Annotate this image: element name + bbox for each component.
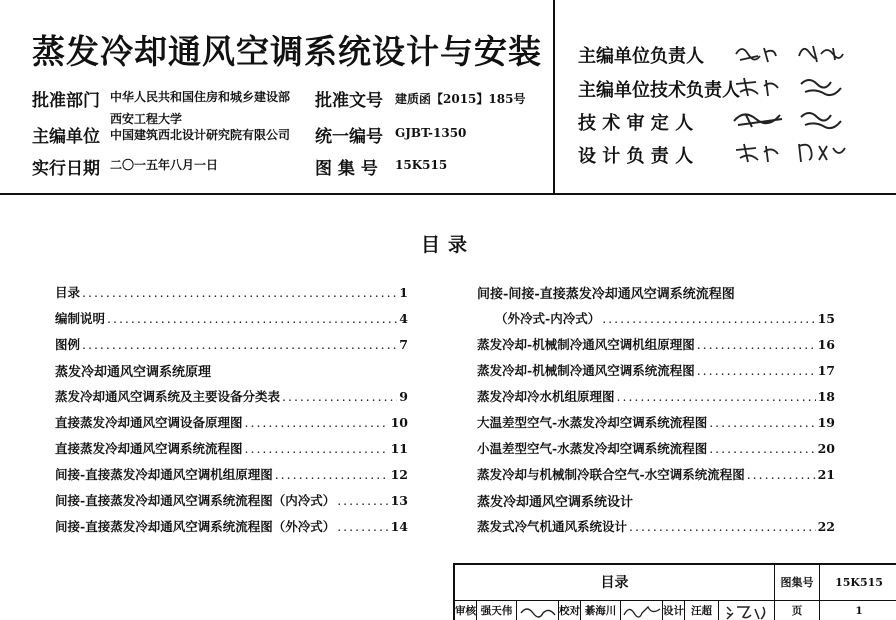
toc-entry — [55, 309, 408, 335]
review-name: 强天伟 — [477, 601, 517, 620]
page-value: 1 — [855, 605, 863, 617]
toc-entry — [477, 335, 835, 361]
handwritten-signature — [517, 601, 559, 620]
toc-entry — [55, 465, 408, 491]
toc-dot-leader — [629, 519, 816, 534]
toc-entry-title: 图例 — [55, 337, 81, 352]
header-divider — [553, 0, 555, 195]
check-signature — [621, 601, 663, 620]
toc-entry — [55, 283, 408, 309]
handwritten-signature — [793, 72, 853, 100]
design-label: 设计 — [663, 601, 685, 620]
toc-entry-title: 蒸发冷却与机械制冷联合空气-水空调系统流程图 — [477, 467, 745, 482]
signature-role: 设 计 负 责 人 — [578, 146, 694, 167]
toc-entry-page: 12 — [390, 467, 408, 482]
atlas-title: 蒸发冷却通风空调系统设计与安装 — [32, 32, 542, 71]
toc-entry-page: 15 — [817, 311, 835, 326]
toc-entry-title: 蒸发冷却-机械制冷通风空调机组原理图 — [477, 337, 695, 352]
toc-entry-title: 间接-间接-直接蒸发冷却通风空调系统流程图 — [477, 287, 735, 302]
toc-dot-leader — [709, 441, 815, 456]
toc-section-heading — [477, 491, 835, 517]
toc-entry-page: 20 — [817, 441, 835, 456]
toc-dot-leader — [747, 467, 816, 482]
toc-entry-title: 编制说明 — [55, 311, 106, 326]
toc-entry-page: 10 — [390, 415, 408, 430]
toc-entry-page: 7 — [399, 337, 408, 352]
toc-entry — [55, 491, 408, 517]
handwritten-signature — [730, 72, 790, 100]
signature-role: 技 术 审 定 人 — [578, 113, 694, 134]
approval-doc-value: 建质函【2015】185号 — [395, 92, 526, 106]
toc-entry-page: 14 — [390, 519, 408, 534]
toc-dot-leader — [602, 311, 815, 326]
toc-dot-leader — [337, 519, 388, 534]
toc-dot-leader — [617, 389, 816, 404]
toc-entry-page: 11 — [390, 441, 408, 456]
toc-entry — [477, 517, 835, 543]
title-block-name: 目录 — [455, 565, 775, 601]
toc-entry — [55, 413, 408, 439]
toc-entry-page: 22 — [817, 519, 835, 534]
signature-role: 主编单位负责人 — [578, 46, 704, 67]
handwritten-signature — [621, 601, 663, 620]
chief-editor-value-1: 西安工程大学 — [110, 112, 183, 126]
design-signature — [719, 601, 775, 620]
toc-dot-leader — [697, 337, 816, 352]
toc-entry-title: 蒸发冷却通风空调系统及主要设备分类表 — [55, 389, 281, 404]
toc-entry-page: 1 — [399, 285, 408, 300]
unified-no-value: GJBT-1350 — [395, 126, 467, 140]
effective-date-value: 二〇一五年八月一日 — [110, 158, 219, 172]
chief-editor-label: 主编单位 — [32, 127, 100, 147]
toc-entry-title: 直接蒸发冷却通风空调系统流程图 — [55, 441, 243, 456]
toc-entry — [477, 361, 835, 387]
approval-dept-value: 中华人民共和国住房和城乡建设部 — [110, 90, 291, 104]
toc-dot-leader — [82, 337, 397, 352]
toc-dot-leader — [245, 441, 389, 456]
toc-entry-title: 间接-直接蒸发冷却通风空调系统流程图（内冷式） — [55, 493, 336, 508]
toc-entry-page: 16 — [817, 337, 835, 352]
handwritten-signature — [730, 105, 790, 133]
design-name: 汪超 — [685, 601, 719, 620]
toc-entry-page: 13 — [390, 493, 408, 508]
toc-entry — [477, 387, 835, 413]
toc-dot-leader — [697, 363, 816, 378]
toc-entry — [55, 335, 408, 361]
toc-dot-leader — [245, 415, 389, 430]
chief-editor-value-2: 中国建筑西北设计研究院有限公司 — [110, 128, 291, 142]
toc-section-heading — [477, 283, 835, 309]
toc-entry — [477, 439, 835, 465]
toc-left-column — [55, 283, 408, 543]
approval-doc-label: 批准文号 — [315, 91, 383, 111]
toc-dot-leader — [275, 467, 389, 482]
toc-entry-page: 17 — [817, 363, 835, 378]
toc-dot-leader — [107, 311, 397, 326]
toc-entry-title: 蒸发冷却冷水机组原理图 — [477, 389, 615, 404]
toc-right-column — [477, 283, 835, 543]
toc-entry-title: 蒸发式冷气机通风系统设计 — [477, 519, 628, 534]
toc-entry-page: 21 — [817, 467, 835, 482]
toc-entry-title: 直接蒸发冷却通风空调设备原理图 — [55, 415, 243, 430]
title-block-atlas-value: 15K515 — [820, 565, 896, 601]
toc-entry — [55, 517, 408, 543]
title-block-sign-row — [455, 601, 896, 620]
check-label: 校对 — [559, 601, 581, 620]
toc-entry-title: （外冷式-内冷式） — [495, 311, 601, 326]
toc-dot-leader — [337, 493, 388, 508]
toc-heading: 目录 — [420, 234, 475, 256]
toc-entry-page: 4 — [399, 311, 408, 326]
approval-dept-label: 批准部门 — [32, 91, 100, 111]
toc-entry-title: 间接-直接蒸发冷却通风空调机组原理图 — [55, 467, 273, 482]
handwritten-signature — [719, 601, 775, 620]
toc-entry — [477, 309, 835, 335]
cover-header — [0, 0, 896, 195]
toc-dot-leader — [282, 389, 397, 404]
handwritten-signature — [793, 38, 853, 66]
toc-entry — [477, 413, 835, 439]
title-block-atlas-label: 图集号 — [775, 565, 820, 601]
toc-entry-page: 19 — [817, 415, 835, 430]
toc-section-heading — [55, 361, 408, 387]
toc-entry-page: 9 — [399, 389, 408, 404]
signature-role: 主编单位技术负责人 — [578, 80, 740, 101]
review-signature — [517, 601, 559, 620]
handwritten-signature — [730, 38, 790, 66]
toc-entry-page: 18 — [817, 389, 835, 404]
toc-entry-title: 目录 — [55, 285, 81, 300]
effective-date-label: 实行日期 — [32, 159, 100, 179]
toc-entry — [477, 465, 835, 491]
toc-dot-leader — [709, 415, 815, 430]
toc-entry-title: 间接-直接蒸发冷却通风空调系统流程图（外冷式） — [55, 519, 336, 534]
toc-dot-leader — [82, 285, 397, 300]
handwritten-signature — [793, 105, 853, 133]
toc-entry-title: 蒸发冷却通风空调系统设计 — [477, 495, 634, 510]
review-label: 审核 — [455, 601, 477, 620]
page-label: 页 — [775, 601, 820, 620]
toc-entry-title: 小温差型空气-水蒸发冷却空调系统流程图 — [477, 441, 708, 456]
toc-entry-title: 蒸发冷却通风空调系统原理 — [55, 365, 212, 380]
title-block — [453, 563, 896, 620]
unified-no-label: 统一编号 — [315, 127, 383, 147]
toc-entry-title: 大温差型空气-水蒸发冷却空调系统流程图 — [477, 415, 708, 430]
toc-entry — [55, 439, 408, 465]
handwritten-signature — [793, 138, 853, 166]
handwritten-signature — [730, 138, 790, 166]
toc-entry-title: 蒸发冷却-机械制冷通风空调系统流程图 — [477, 363, 695, 378]
toc-entry — [55, 387, 408, 413]
check-name: 綦海川 — [581, 601, 621, 620]
atlas-no-label: 图 集 号 — [315, 159, 378, 179]
atlas-no-value: 15K515 — [395, 158, 448, 172]
